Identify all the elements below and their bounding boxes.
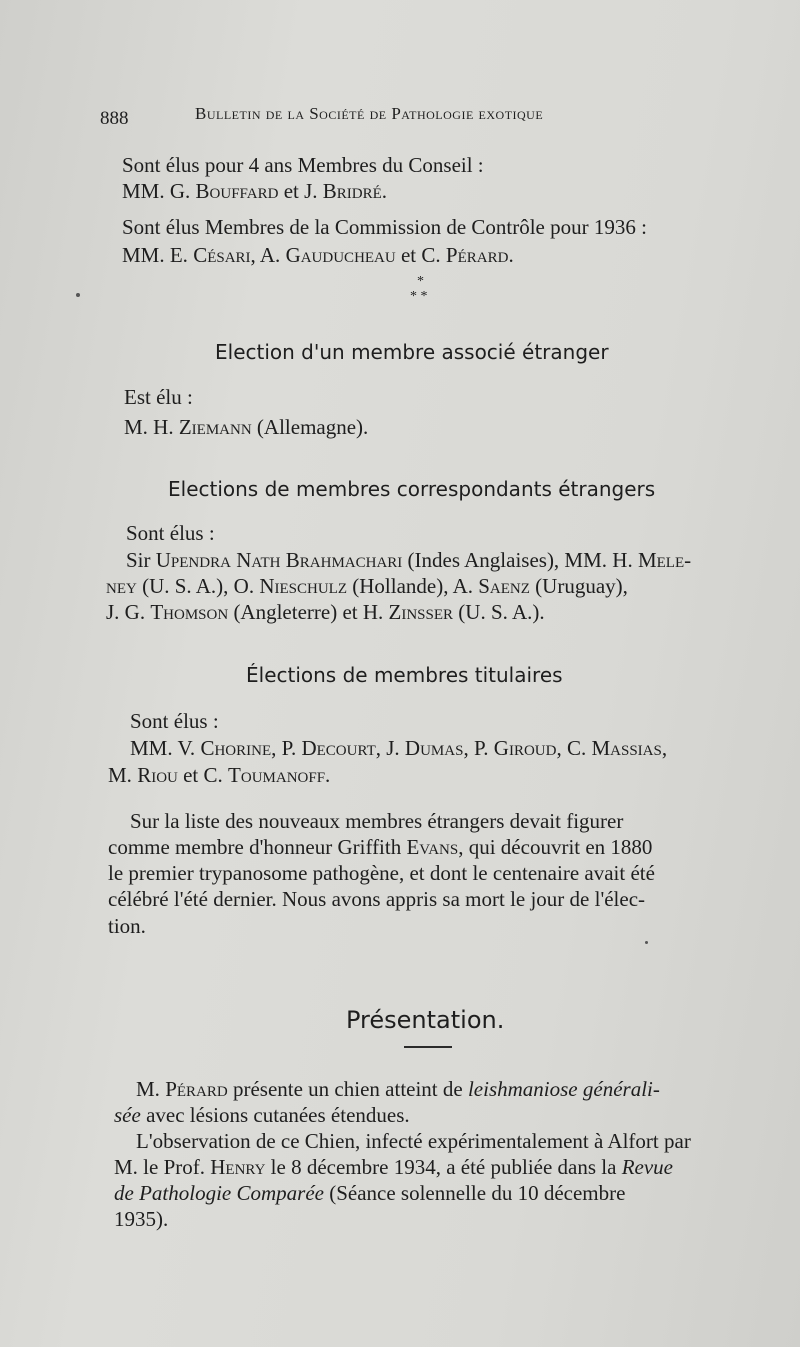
heading-associe: Election d'un membre associé étranger: [215, 340, 609, 364]
presentation-line-2: sée avec lésions cutanées étendues.: [114, 1103, 410, 1127]
commission-line-2: MM. E. Césari, A. Gauducheau et C. Pérard.: [122, 243, 514, 267]
presentation-line-3: L'observation de ce Chien, infecté expérimentalement à Alfort par: [136, 1129, 691, 1153]
evans-line-4: célébré l'été dernier. Nous avons appris sa mort le jour de l'élec-: [108, 887, 646, 911]
correspondants-line-3: ney (U. S. A.), O. Nieschulz (Hollande), A. Saenz (Uruguay),: [106, 574, 628, 598]
asterism-top: *: [417, 274, 424, 289]
evans-line-5: tion.: [108, 914, 146, 938]
associe-line-2: M. H. Ziemann (Allemagne).: [124, 415, 369, 439]
presentation-line-6: 1935).: [114, 1207, 169, 1231]
scan-speck: [76, 293, 80, 297]
correspondants-line-2: Sir Upendra Nath Brahmachari (Indes Anglaises), MM. H. Mele-: [126, 548, 692, 572]
associe-line-1: Est élu :: [124, 385, 193, 409]
heading-presentation: Présentation.: [346, 1006, 505, 1034]
titulaires-line-3: M. Riou et C. Toumanoff.: [108, 763, 331, 787]
conseil-line-1: Sont élus pour 4 ans Membres du Conseil :: [122, 153, 484, 177]
conseil-line-2: MM. G. Bouffard et J. Bridré.: [122, 179, 388, 203]
titulaires-line-1: Sont élus :: [130, 709, 219, 733]
running-title: Bulletin de la Société de Pathologie exotique: [195, 104, 544, 123]
asterism-bottom: * *: [410, 289, 428, 304]
heading-titulaires: Élections de membres titulaires: [246, 663, 563, 687]
correspondants-line-4: J. G. Thomson (Angleterre) et H. Zinsser (U. S. A.).: [106, 600, 545, 624]
correspondants-line-1: Sont élus :: [126, 521, 215, 545]
evans-line-1: Sur la liste des nouveaux membres étrangers devait figurer: [130, 809, 624, 833]
heading-rule: [404, 1046, 452, 1048]
scan-speck: [645, 941, 648, 944]
presentation-line-1: M. Pérard présente un chien atteint de leishmaniose générali-: [136, 1077, 660, 1101]
evans-line-2: comme membre d'honneur Griffith Evans, qui découvrit en 1880: [108, 835, 653, 859]
page-number: 888: [100, 108, 129, 129]
heading-correspondants: Elections de membres correspondants étrangers: [168, 477, 656, 501]
presentation-line-5: de Pathologie Comparée (Séance solennelle du 10 décembre: [114, 1181, 626, 1205]
evans-line-3: le premier trypanosome pathogène, et dont le centenaire avait été: [108, 861, 655, 885]
titulaires-line-2: MM. V. Chorine, P. Decourt, J. Dumas, P. Giroud, C. Massias,: [130, 736, 668, 760]
commission-line-1: Sont élus Membres de la Commission de Contrôle pour 1936 :: [122, 215, 647, 239]
presentation-line-4: M. le Prof. Henry le 8 décembre 1934, a été publiée dans la Revue: [114, 1155, 673, 1179]
